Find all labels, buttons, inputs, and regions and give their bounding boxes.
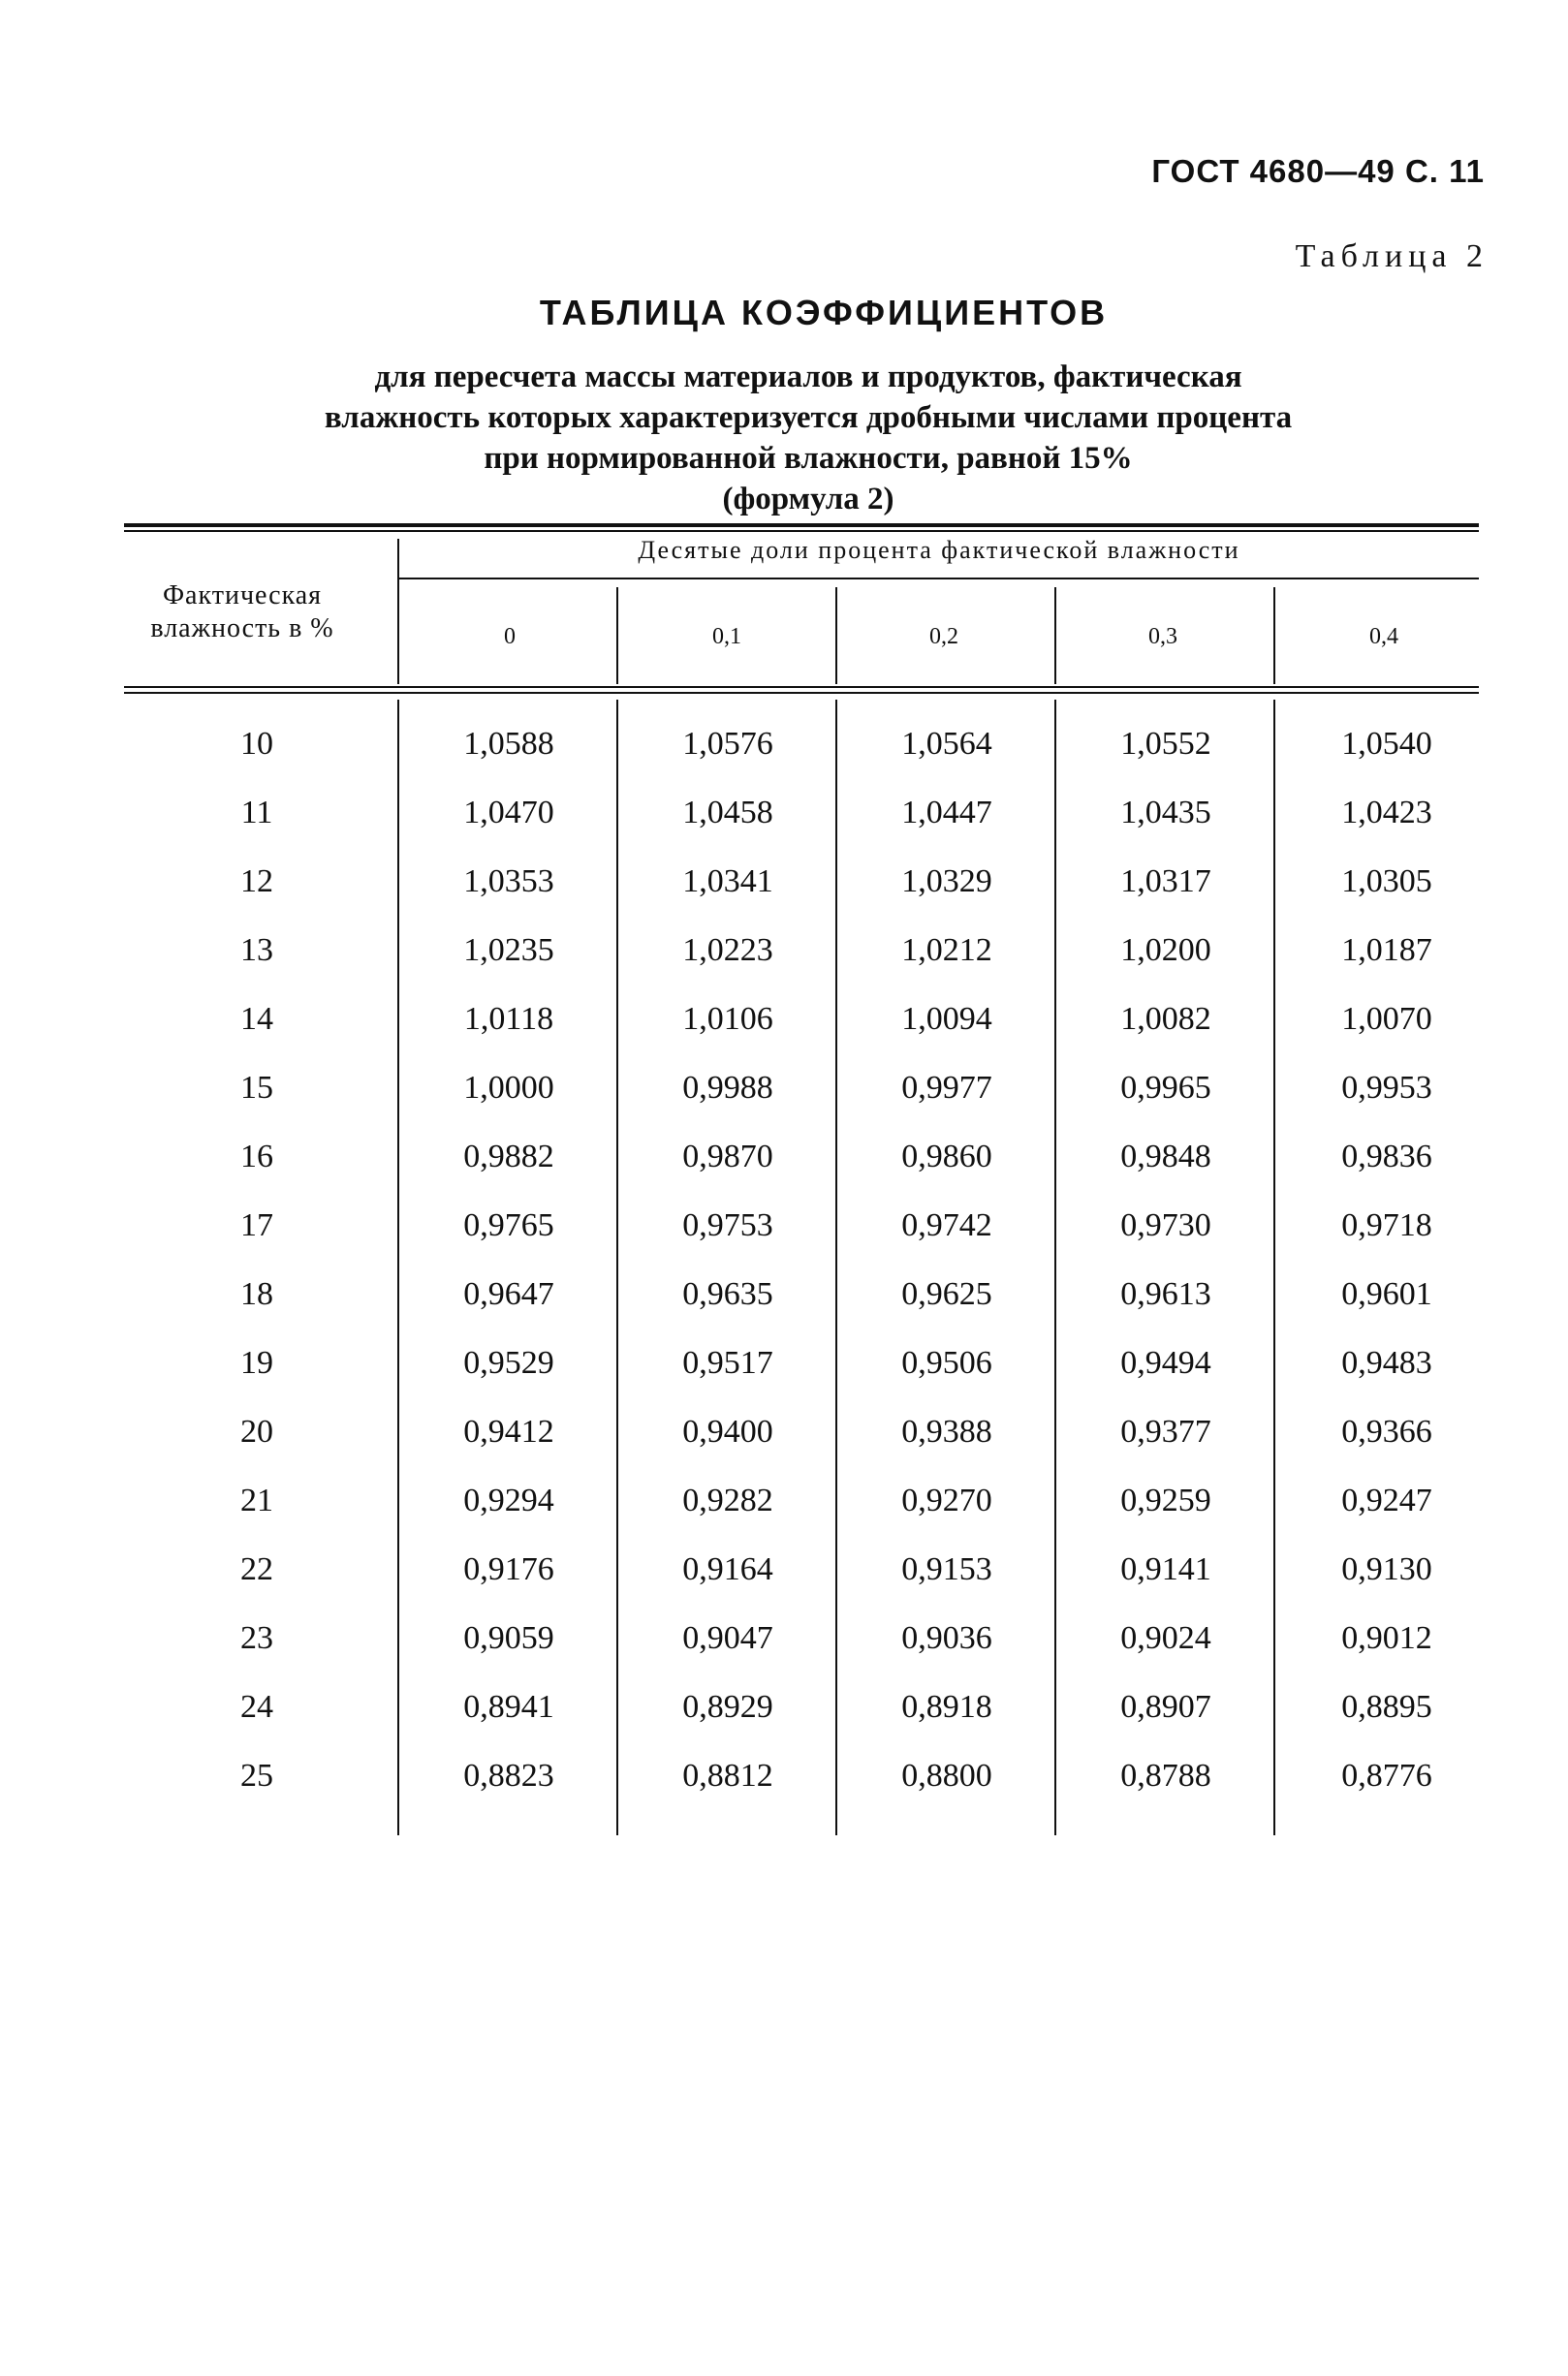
coefficient-cell: 0,9047 [682, 1620, 773, 1656]
coefficient-cell: 0,9765 [463, 1207, 554, 1243]
coefficient-cell: 1,0235 [463, 932, 554, 968]
coefficient-cell: 0,9259 [1120, 1483, 1211, 1518]
moisture-value: 12 [240, 863, 273, 899]
moisture-value: 16 [240, 1139, 273, 1174]
table-top-rule [124, 523, 1479, 527]
coefficient-cell: 0,9130 [1341, 1551, 1432, 1587]
coefficient-cell: 1,0200 [1120, 932, 1211, 968]
coefficient-cell: 0,9647 [463, 1276, 554, 1312]
coefficient-cell: 0,9164 [682, 1551, 773, 1587]
coefficient-cell: 0,9059 [463, 1620, 554, 1656]
table-number-label: Таблица 2 [1295, 238, 1489, 274]
coefficient-cell: 0,9282 [682, 1483, 773, 1518]
coefficient-cell: 0,9270 [901, 1483, 992, 1518]
coefficient-cell: 0,9294 [463, 1483, 554, 1518]
coefficient-cell: 1,0458 [682, 795, 773, 830]
coefficient-cell: 1,0317 [1120, 863, 1211, 899]
moisture-value: 19 [240, 1345, 273, 1381]
table-row [0, 715, 1568, 773]
coefficient-cell: 0,8800 [901, 1758, 992, 1794]
moisture-value: 24 [240, 1689, 273, 1725]
coefficient-cell: 0,9377 [1120, 1414, 1211, 1450]
table-row [0, 1610, 1568, 1668]
coefficient-cell: 1,0470 [463, 795, 554, 830]
coefficient-cell: 1,0329 [901, 863, 992, 899]
coefficient-cell: 0,9988 [682, 1070, 773, 1106]
coefficient-cell: 0,9153 [901, 1551, 992, 1587]
coefficient-cell: 0,9529 [463, 1345, 554, 1381]
coefficient-cell: 0,8776 [1341, 1758, 1432, 1794]
column-header: 0 [504, 624, 516, 649]
row-header-line: влажность в % [150, 613, 334, 643]
column-divider [1273, 587, 1275, 684]
coefficient-cell: 1,0423 [1341, 795, 1432, 830]
table-row [0, 1678, 1568, 1736]
table-subtitle [0, 357, 1568, 519]
coefficient-cell: 1,0588 [463, 726, 554, 762]
moisture-value: 17 [240, 1207, 273, 1243]
table-top-rule [124, 530, 1479, 532]
coefficient-cell: 0,8812 [682, 1758, 773, 1794]
page-header: ГОСТ 4680—49 С. 11 [1151, 153, 1485, 189]
coefficient-cell: 0,8907 [1120, 1689, 1211, 1725]
coefficient-cell: 0,9012 [1341, 1620, 1432, 1656]
coefficient-cell: 0,9036 [901, 1620, 992, 1656]
coefficient-cell: 1,0552 [1120, 726, 1211, 762]
coefficient-cell: 1,0341 [682, 863, 773, 899]
coefficient-cell: 1,0094 [901, 1001, 992, 1037]
coefficient-cell: 1,0564 [901, 726, 992, 762]
table-row [0, 1128, 1568, 1186]
coefficient-cell: 0,9176 [463, 1551, 554, 1587]
coefficient-cell: 0,9977 [901, 1070, 992, 1106]
table-row [0, 990, 1568, 1048]
coefficient-cell: 0,9635 [682, 1276, 773, 1312]
subtitle-line: (формула 2) [722, 482, 894, 516]
coefficient-cell: 0,9742 [901, 1207, 992, 1243]
moisture-value: 25 [240, 1758, 273, 1794]
coefficient-cell: 0,9882 [463, 1139, 554, 1174]
coefficient-cell: 0,8895 [1341, 1689, 1432, 1725]
coefficient-cell: 1,0187 [1341, 932, 1432, 968]
moisture-value: 13 [240, 932, 273, 968]
header-bottom-rule [124, 686, 1479, 688]
coefficient-cell: 0,9412 [463, 1414, 554, 1450]
coefficient-cell: 0,9836 [1341, 1139, 1432, 1174]
group-header-rule [399, 578, 1479, 579]
column-divider [835, 587, 837, 684]
moisture-value: 23 [240, 1620, 273, 1656]
coefficient-cell: 0,9625 [901, 1276, 992, 1312]
moisture-value: 20 [240, 1414, 273, 1450]
table-row [0, 1403, 1568, 1461]
coefficient-cell: 1,0000 [463, 1070, 554, 1106]
coefficient-cell: 0,9718 [1341, 1207, 1432, 1243]
row-header-line: Фактическая [162, 580, 323, 610]
table-row [0, 1747, 1568, 1805]
coefficient-cell: 1,0305 [1341, 863, 1432, 899]
coefficient-cell: 0,9141 [1120, 1551, 1211, 1587]
subtitle-line: влажность которых характеризуется дробными числами процента [324, 400, 1293, 435]
column-header: 0,1 [712, 624, 741, 649]
coefficient-cell: 0,9366 [1341, 1414, 1432, 1450]
coefficient-cell: 0,9388 [901, 1414, 992, 1450]
coefficient-cell: 1,0070 [1341, 1001, 1432, 1037]
coefficient-cell: 0,9506 [901, 1345, 992, 1381]
coefficient-cell: 0,9517 [682, 1345, 773, 1381]
group-header: Десятые доли процента фактической влажности [638, 536, 1240, 564]
coefficient-cell: 1,0447 [901, 795, 992, 830]
coefficient-cell: 0,9753 [682, 1207, 773, 1243]
coefficient-cell: 1,0082 [1120, 1001, 1211, 1037]
coefficient-cell: 0,8918 [901, 1689, 992, 1725]
coefficient-cell: 0,8788 [1120, 1758, 1211, 1794]
table-row [0, 1266, 1568, 1324]
column-header: 0,2 [929, 624, 958, 649]
coefficient-cell: 0,9613 [1120, 1276, 1211, 1312]
row-header [78, 579, 407, 645]
coefficient-cell: 0,9965 [1120, 1070, 1211, 1106]
coefficient-cell: 0,9730 [1120, 1207, 1211, 1243]
coefficient-cell: 0,8823 [463, 1758, 554, 1794]
coefficient-cell: 0,9400 [682, 1414, 773, 1450]
coefficient-cell: 0,9870 [682, 1139, 773, 1174]
moisture-value: 21 [240, 1483, 273, 1518]
coefficient-cell: 0,9848 [1120, 1139, 1211, 1174]
table-title: ТАБЛИЦА КОЭФФИЦИЕНТОВ [539, 293, 1109, 332]
column-divider [1054, 587, 1056, 684]
table-row [0, 1197, 1568, 1255]
table-row [0, 1472, 1568, 1530]
column-divider [616, 587, 618, 684]
subtitle-line: при нормированной влажности, равной 15% [484, 441, 1133, 476]
table-row [0, 1334, 1568, 1392]
coefficient-cell: 1,0106 [682, 1001, 773, 1037]
coefficient-cell: 1,0435 [1120, 795, 1211, 830]
column-header: 0,3 [1148, 624, 1177, 649]
coefficient-cell: 0,9953 [1341, 1070, 1432, 1106]
table-row [0, 1541, 1568, 1599]
coefficient-cell: 0,9860 [901, 1139, 992, 1174]
coefficient-cell: 0,8941 [463, 1689, 554, 1725]
table-row [0, 922, 1568, 980]
table-row [0, 853, 1568, 911]
coefficient-cell: 0,9483 [1341, 1345, 1432, 1381]
coefficient-cell: 1,0223 [682, 932, 773, 968]
coefficient-cell: 0,9601 [1341, 1276, 1432, 1312]
table-row [0, 1059, 1568, 1117]
coefficient-cell: 0,8929 [682, 1689, 773, 1725]
coefficient-cell: 0,9247 [1341, 1483, 1432, 1518]
coefficient-cell: 0,9494 [1120, 1345, 1211, 1381]
subtitle-line: для пересчета массы материалов и продуктов, фактическая [374, 360, 1242, 394]
moisture-value: 15 [240, 1070, 273, 1106]
coefficient-cell: 1,0118 [463, 1001, 554, 1037]
moisture-value: 14 [240, 1001, 273, 1037]
column-header: 0,4 [1369, 624, 1398, 649]
coefficient-cell: 1,0576 [682, 726, 773, 762]
table-row [0, 784, 1568, 842]
moisture-value: 22 [240, 1551, 273, 1587]
moisture-value: 18 [240, 1276, 273, 1312]
moisture-value: 10 [240, 726, 273, 762]
coefficient-cell: 1,0353 [463, 863, 554, 899]
coefficient-cell: 1,0212 [901, 932, 992, 968]
moisture-value: 11 [240, 795, 273, 830]
coefficient-cell: 0,9024 [1120, 1620, 1211, 1656]
coefficient-cell: 1,0540 [1341, 726, 1432, 762]
header-bottom-rule [124, 692, 1479, 694]
